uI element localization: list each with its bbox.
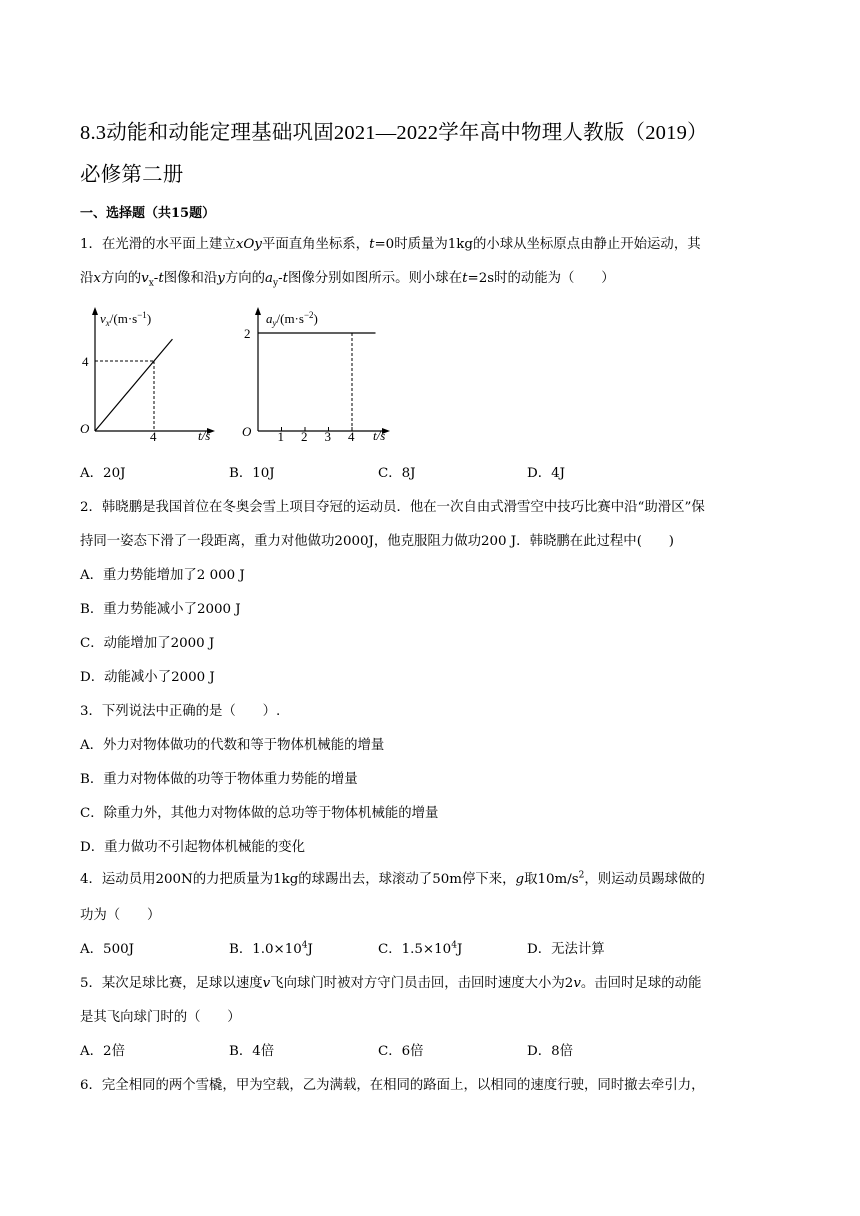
- q5-option-c: C．6倍: [378, 1044, 424, 1059]
- ay-t-y-arrow: [255, 307, 261, 315]
- title-line-2: 必修第二册: [80, 164, 184, 186]
- ay-t-y-tick-label: 2: [244, 326, 251, 341]
- ay-t-chart: [238, 305, 398, 445]
- q4-option-d: D．无法计算: [527, 942, 605, 957]
- vx-t-origin: O: [80, 421, 90, 436]
- q6-line-1: 6．完全相同的两个雪橇，甲为空载，乙为满载，在相同的路面上，以相同的速度行驶，同时撤去牵引力，: [80, 1078, 705, 1093]
- q4-option-c: C．$1.5\times 10^4J$: [378, 940, 463, 957]
- q2-line-1: 2．韩晓鹏是我国首位在冬奥会雪上项目夺冠的运动员．他在一次自由式滑雪空中技巧比赛中沿“助滑区”保: [80, 500, 705, 515]
- q5-option-d: D．8倍: [527, 1044, 574, 1059]
- q1-line-1: 1．在光滑的水平面上建立xOy平面直角坐标系，t=0时质量为1kg的小球从坐标原点由静止开始运动，其: [80, 237, 701, 252]
- q2-option-d: D．动能减小了2000 J: [80, 670, 215, 685]
- q1-line-2: 沿x方向的$v_x-t$图像和沿y方向的$a_y-t$图像分别如图所示。则小球在t=2s时的动能为（ ）: [80, 271, 615, 289]
- page-title: [80, 112, 800, 196]
- q3-option-c: C．除重力外，其他力对物体做的总功等于物体机械能的增量: [80, 806, 439, 821]
- q2-option-c: C．动能增加了2000 J: [80, 636, 215, 651]
- q5-option-b: B．4倍: [229, 1044, 275, 1059]
- ay-t-ylabel: $a_y/(m\cdot s^{-2})$: [266, 310, 318, 328]
- vx-t-y-arrow: [92, 307, 98, 315]
- vx-t-y-tick-label: 4: [82, 354, 89, 369]
- title-line-1: 8.3动能和动能定理基础巩固2021—2022学年高中物理人教版（2019）: [80, 122, 708, 144]
- q2-line-2: 持同一姿态下滑了一段距离，重力对他做功2000J，他克服阻力做功200 J．韩晓鹏在此过程中( ): [80, 534, 674, 549]
- q1-option-a: A．20J: [80, 466, 126, 481]
- q1-option-b: B．10J: [229, 466, 275, 481]
- q2-option-b: B．重力势能减小了2000 J: [80, 602, 241, 617]
- ay-t-origin: O: [242, 424, 252, 439]
- q1-option-d: D．4J: [527, 466, 566, 481]
- q4-line-2: 功为（ ）: [80, 908, 161, 923]
- vx-t-x-tick-label: 4: [150, 429, 157, 444]
- vx-t-xlabel: t/s: [198, 428, 211, 443]
- q4-option-a: A．500J: [80, 942, 134, 957]
- ay-t-x-tick-label: 4: [348, 429, 355, 444]
- q4-option-b: B．$1.0\times 10^4J$: [229, 940, 313, 957]
- vx-t-chart: [78, 305, 218, 445]
- q5-line-2: 是其飞向球门时的（ ）: [80, 1010, 241, 1025]
- ay-t-x-tick-label: 2: [301, 429, 308, 444]
- q5-option-a: A．2倍: [80, 1044, 125, 1059]
- section-heading: 一、选择题（共15题）: [80, 206, 216, 221]
- ay-t-x-tick-label: 1: [277, 429, 284, 444]
- q5-line-1: 5．某次足球比赛，足球以速度v飞向球门时被对方守门员击回，击回时速度大小为2v。击回时足球的动能: [80, 976, 702, 991]
- vx-t-ylabel: $v_x/(m\cdot s^{-1})$: [100, 310, 152, 328]
- ay-t-xlabel: t/s: [373, 428, 386, 443]
- q3-option-d: D．重力做功不引起物体机械能的变化: [80, 840, 305, 855]
- vx-t-data-line: [95, 339, 172, 431]
- q2-option-a: A．重力势能增加了2 000 J: [80, 568, 245, 583]
- ay-t-x-tick-label: 3: [324, 429, 331, 444]
- q1-option-c: C．8J: [378, 466, 416, 481]
- q3-option-a: A．外力对物体做功的代数和等于物体机械能的增量: [80, 738, 385, 753]
- q3-line-1: 3．下列说法中正确的是（ ）.: [80, 704, 281, 719]
- q3-option-b: B．重力对物体做的功等于物体重力势能的增量: [80, 772, 358, 787]
- q4-line-1: 4．运动员用200N的力把质量为1kg的球踢出去，球滚动了50m停下来，g取$10m/s^2$，则运动员踢球做的: [80, 870, 705, 887]
